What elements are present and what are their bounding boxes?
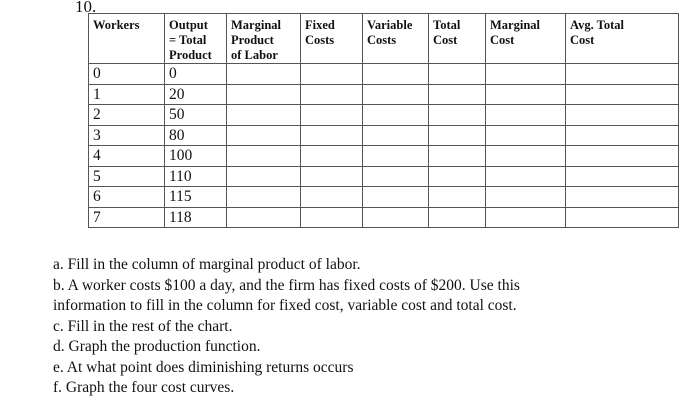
header-total-cost bbox=[429, 14, 486, 64]
header-line: Costs bbox=[367, 33, 397, 47]
avg-total-cost-cell bbox=[566, 64, 679, 85]
avg-total-cost-cell bbox=[566, 146, 679, 167]
header-line: of Labor bbox=[231, 48, 278, 62]
table-header bbox=[89, 14, 679, 64]
total-cost-cell bbox=[429, 125, 486, 146]
header-fixed-costs bbox=[301, 14, 363, 64]
avg-total-cost-cell bbox=[566, 105, 679, 126]
header-line: Workers bbox=[93, 18, 140, 32]
workers-cell: 1 bbox=[89, 84, 165, 105]
header-line: Product bbox=[231, 33, 274, 47]
header-line: Variable bbox=[367, 18, 413, 32]
table-row bbox=[89, 166, 679, 187]
total-cost-cell bbox=[429, 146, 486, 167]
total-cost-cell bbox=[429, 187, 486, 208]
fixed-costs-cell bbox=[301, 187, 363, 208]
total-cost-cell bbox=[429, 84, 486, 105]
table-row bbox=[89, 84, 679, 105]
workers-cell: 4 bbox=[89, 146, 165, 167]
question-number: 10. bbox=[75, 0, 97, 16]
header-line: Output bbox=[169, 18, 208, 32]
header-marginal-product-of-labor bbox=[227, 14, 301, 64]
header-line: Cost bbox=[570, 33, 595, 47]
output-cell: 100 bbox=[165, 146, 227, 167]
marginal-cost-cell bbox=[486, 105, 566, 126]
question-line: c. Fill in the rest of the chart. bbox=[53, 317, 233, 335]
total-cost-cell bbox=[429, 166, 486, 187]
table-row bbox=[89, 64, 679, 85]
avg-total-cost-cell bbox=[566, 187, 679, 208]
variable-costs-cell bbox=[363, 125, 429, 146]
header-row bbox=[89, 14, 679, 64]
question-list bbox=[53, 255, 683, 399]
fixed-costs-cell bbox=[301, 64, 363, 85]
output-cell: 110 bbox=[165, 166, 227, 187]
marginal-product-cell bbox=[227, 146, 301, 167]
header-line: Cost bbox=[490, 33, 515, 47]
variable-costs-cell bbox=[363, 105, 429, 126]
avg-total-cost-cell bbox=[566, 166, 679, 187]
marginal-cost-cell bbox=[486, 84, 566, 105]
fixed-costs-cell bbox=[301, 84, 363, 105]
question-line: e. At what point does diminishing returns occurs bbox=[53, 358, 354, 376]
total-cost-cell bbox=[429, 105, 486, 126]
table-row bbox=[89, 125, 679, 146]
header-line: Fixed bbox=[305, 18, 335, 32]
header-line: = Total bbox=[169, 33, 207, 47]
table-row bbox=[89, 146, 679, 167]
question-line: b. A worker costs $100 a day, and the firm has fixed costs of $200. Use this bbox=[53, 276, 520, 294]
total-cost-cell bbox=[429, 64, 486, 85]
question-line: d. Graph the production function. bbox=[53, 338, 261, 355]
marginal-product-cell bbox=[227, 125, 301, 146]
table-body bbox=[89, 64, 679, 228]
header-line: Total bbox=[433, 18, 461, 32]
header-line: Cost bbox=[433, 33, 458, 47]
marginal-cost-cell bbox=[486, 166, 566, 187]
workers-cell: 2 bbox=[89, 105, 165, 126]
table-row bbox=[89, 105, 679, 126]
avg-total-cost-cell bbox=[566, 84, 679, 105]
marginal-product-cell bbox=[227, 64, 301, 85]
marginal-product-cell bbox=[227, 207, 301, 228]
question-line: f. Graph the four cost curves. bbox=[53, 379, 235, 396]
table-row bbox=[89, 187, 679, 208]
variable-costs-cell bbox=[363, 84, 429, 105]
total-cost-cell bbox=[429, 207, 486, 228]
output-cell: 50 bbox=[165, 105, 227, 126]
variable-costs-cell bbox=[363, 146, 429, 167]
workers-cell: 0 bbox=[89, 64, 165, 85]
header-line: Costs bbox=[305, 33, 335, 47]
variable-costs-cell bbox=[363, 166, 429, 187]
workers-cell: 6 bbox=[89, 187, 165, 208]
header-workers bbox=[89, 14, 165, 64]
question-line: a. Fill in the column of marginal product of labor. bbox=[53, 256, 361, 273]
header-line: Marginal bbox=[490, 18, 540, 32]
marginal-product-cell bbox=[227, 105, 301, 126]
header-line: Product bbox=[169, 48, 212, 62]
fixed-costs-cell bbox=[301, 207, 363, 228]
header-variable-costs bbox=[363, 14, 429, 64]
header-marginal-cost bbox=[486, 14, 566, 64]
workers-cell: 3 bbox=[89, 125, 165, 146]
question-line: information to fill in the column for fixed cost, variable cost and total cost. bbox=[53, 297, 517, 314]
table-row bbox=[89, 207, 679, 228]
output-cell: 0 bbox=[165, 64, 227, 85]
avg-total-cost-cell bbox=[566, 207, 679, 228]
fixed-costs-cell bbox=[301, 166, 363, 187]
marginal-product-cell bbox=[227, 84, 301, 105]
marginal-cost-cell bbox=[486, 187, 566, 208]
variable-costs-cell bbox=[363, 187, 429, 208]
header-line: Avg. Total bbox=[570, 18, 624, 32]
output-cell: 20 bbox=[165, 84, 227, 105]
marginal-product-cell bbox=[227, 166, 301, 187]
fixed-costs-cell bbox=[301, 105, 363, 126]
marginal-cost-cell bbox=[486, 64, 566, 85]
marginal-cost-cell bbox=[486, 146, 566, 167]
marginal-cost-cell bbox=[486, 207, 566, 228]
avg-total-cost-cell bbox=[566, 125, 679, 146]
marginal-cost-cell bbox=[486, 125, 566, 146]
workers-cell: 7 bbox=[89, 207, 165, 228]
cost-table bbox=[88, 13, 679, 228]
output-cell: 118 bbox=[165, 207, 227, 228]
header-output-total-product bbox=[165, 14, 227, 64]
variable-costs-cell bbox=[363, 64, 429, 85]
output-cell: 115 bbox=[165, 187, 227, 208]
marginal-product-cell bbox=[227, 187, 301, 208]
workers-cell: 5 bbox=[89, 166, 165, 187]
fixed-costs-cell bbox=[301, 125, 363, 146]
header-avg-total-cost bbox=[566, 14, 679, 64]
fixed-costs-cell bbox=[301, 146, 363, 167]
variable-costs-cell bbox=[363, 207, 429, 228]
header-line: Marginal bbox=[231, 18, 281, 32]
output-cell: 80 bbox=[165, 125, 227, 146]
